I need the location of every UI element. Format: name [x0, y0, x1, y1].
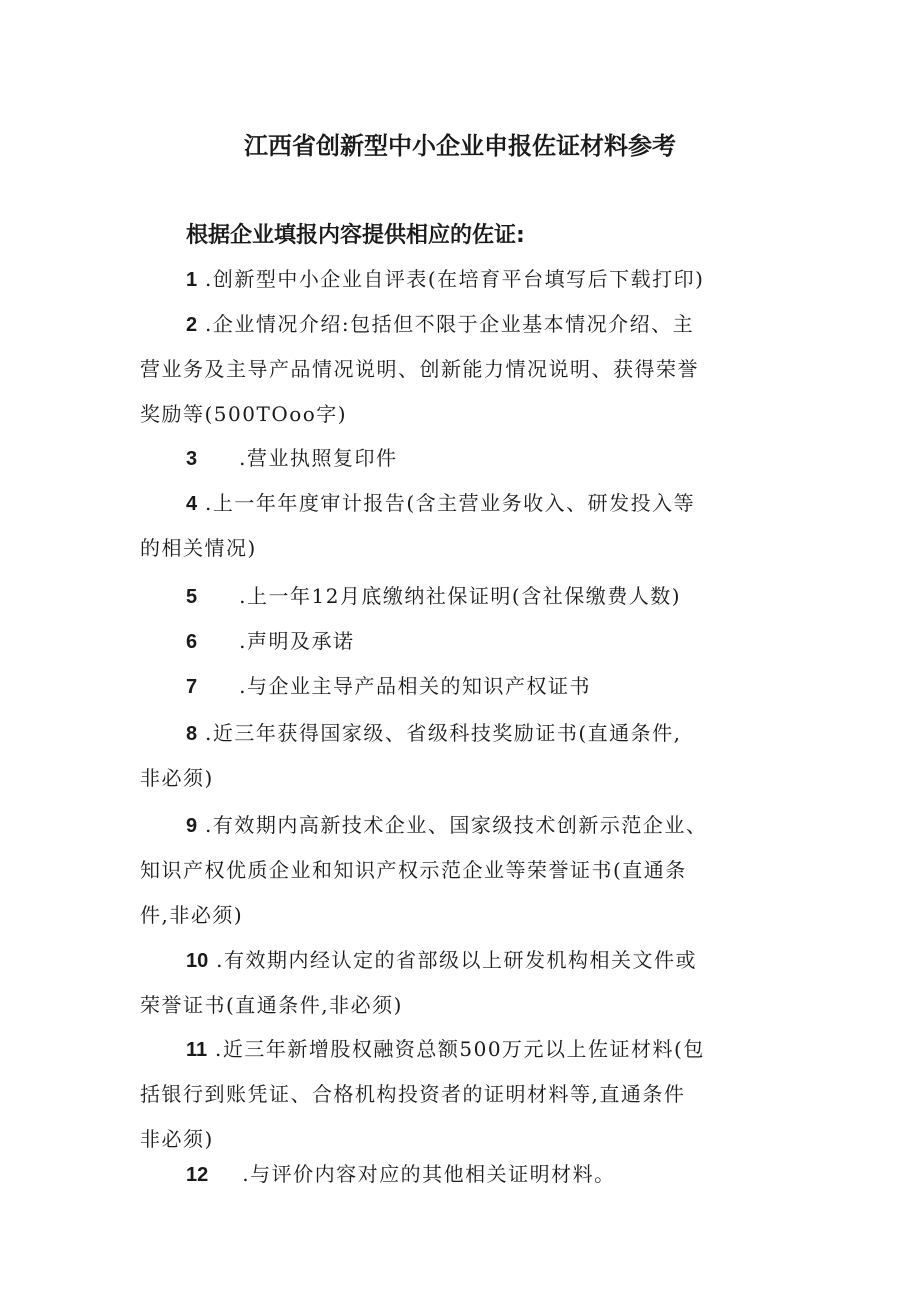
item-text: .近三年获得国家级、省级科技奖励证书(直通条件,	[204, 721, 682, 745]
list-item-line	[140, 302, 790, 347]
list-item-2	[140, 302, 790, 437]
list-item-line	[140, 1152, 790, 1197]
list-item-line	[140, 481, 790, 526]
list-item-1	[140, 257, 790, 302]
list-item-9	[140, 803, 790, 938]
item-number: 5	[186, 586, 198, 608]
list-item-line: 营业务及主导产品情况说明、创新能力情况说明、获得荣誉	[140, 357, 699, 381]
list-item-line	[140, 257, 790, 302]
item-text: .与评价内容对应的其他相关证明材料。	[242, 1162, 616, 1186]
item-number: 10	[186, 950, 209, 972]
item-text: .声明及承诺	[239, 629, 355, 653]
item-text: .企业情况介绍:包括但不限于企业基本情况介绍、主	[204, 312, 695, 336]
list-item-line: 非必须)	[140, 766, 214, 790]
item-number: 11	[186, 1039, 208, 1061]
item-text: .近三年新增股权融资总额500万元以上佐证材料(包	[215, 1037, 705, 1061]
item-text: .上一年12月底缴纳社保证明(含社保缴费人数)	[239, 584, 682, 608]
item-number: 1	[186, 269, 198, 291]
item-text: .上一年年度审计报告(含主营业务收入、研发投入等	[204, 491, 696, 515]
list-item-7	[140, 664, 790, 709]
item-number: 4	[186, 493, 198, 515]
item-number: 12	[186, 1164, 209, 1186]
list-item-8	[140, 711, 790, 801]
list-item-6	[140, 619, 790, 664]
list-item-12	[140, 1152, 790, 1197]
item-number: 6	[186, 631, 198, 653]
item-text: .有效期内经认定的省部级以上研发机构相关文件或	[216, 948, 697, 972]
item-text: .创新型中小企业自评表(在培育平台填写后下载打印)	[204, 267, 705, 291]
list-item-line	[140, 436, 790, 481]
list-item-line	[140, 938, 790, 983]
item-text: .营业执照复印件	[239, 446, 398, 470]
list-item-11	[140, 1027, 790, 1162]
list-item-line	[140, 1027, 790, 1072]
list-item-line: 荣誉证书(直通条件,非必须)	[140, 993, 403, 1017]
list-item-line	[140, 664, 790, 709]
list-item-line	[140, 711, 790, 756]
list-item-line: 非必须)	[140, 1127, 214, 1151]
intro-line: 根据企业填报内容提供相应的佐证:	[186, 223, 525, 248]
list-item-line: 知识产权优质企业和知识产权示范企业等荣誉证书(直通条	[140, 858, 687, 882]
list-item-4	[140, 481, 790, 571]
item-number: 8	[186, 723, 198, 745]
list-item-line	[140, 803, 790, 848]
list-item-3	[140, 436, 790, 481]
list-item-line: 奖励等(500TOoo字)	[140, 402, 348, 426]
item-number: 2	[186, 314, 198, 336]
list-item-line: 括银行到账凭证、合格机构投资者的证明材料等,直通条件	[140, 1082, 686, 1106]
list-item-line: 件,非必须)	[140, 903, 244, 927]
list-item-5	[140, 574, 790, 619]
item-number: 7	[186, 676, 198, 698]
item-number: 9	[186, 815, 198, 837]
item-number: 3	[186, 448, 198, 470]
item-text: .有效期内高新技术企业、国家级技术创新示范企业、	[204, 813, 708, 837]
item-text: .与企业主导产品相关的知识产权证书	[239, 674, 591, 698]
document-title: 江西省创新型中小企业申报佐证材料参考	[244, 132, 676, 160]
list-item-line	[140, 574, 790, 619]
list-item-10	[140, 938, 790, 1028]
list-item-line	[140, 619, 790, 664]
list-item-line: 的相关情况)	[140, 536, 257, 560]
